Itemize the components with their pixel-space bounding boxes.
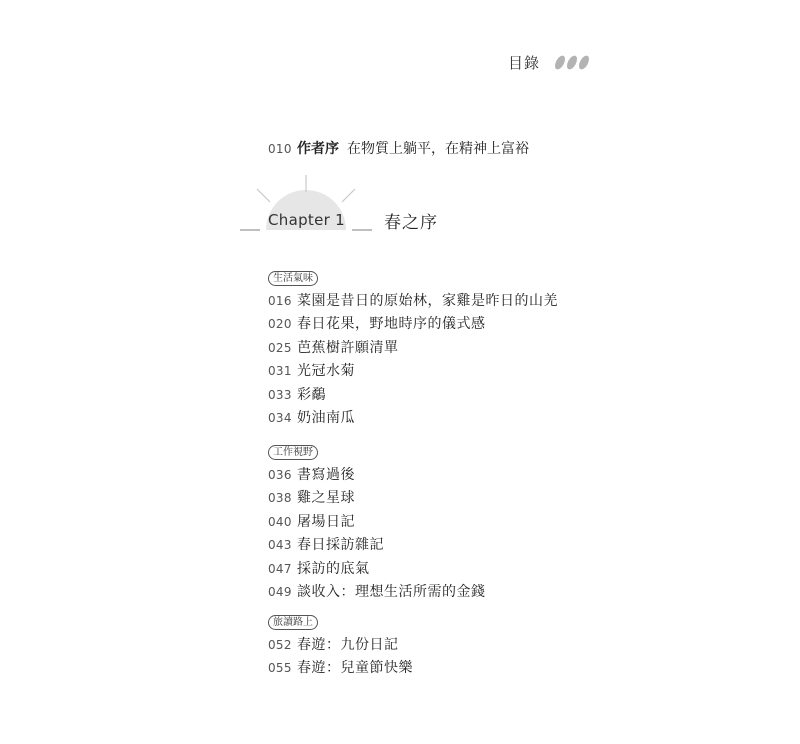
toc-entry[interactable]	[268, 558, 486, 581]
page-number: 055	[268, 661, 292, 676]
toc-entry[interactable]	[268, 337, 558, 360]
entry-title: 光冠水菊	[297, 363, 355, 380]
entry-title: 春遊：兒童節快樂	[297, 660, 413, 677]
page-number: 038	[268, 491, 292, 506]
toc-entry[interactable]	[268, 464, 486, 487]
preface-label: 作者序	[297, 141, 339, 157]
leaf-icon	[565, 54, 579, 71]
sun-icon	[236, 170, 496, 240]
toc-entry[interactable]	[268, 360, 558, 383]
toc-entry[interactable]	[268, 634, 413, 657]
chapter-title: 春之序	[384, 213, 438, 233]
toc-header	[508, 52, 588, 73]
page-number: 025	[268, 340, 292, 355]
page-number: 016	[268, 294, 292, 308]
toc-entry[interactable]	[268, 657, 413, 680]
section-life	[268, 266, 558, 430]
entry-title: 書寫過後	[297, 467, 355, 483]
page-number: 043	[268, 538, 292, 553]
entry-title: 雞之星球	[297, 490, 355, 507]
entry-title: 菜園是昔日的原始林，家雞是昨日的山羌	[297, 293, 558, 309]
page-number: 036	[268, 468, 292, 482]
entry-title: 芭蕉樹許願清單	[297, 339, 399, 356]
chapter-label: Chapter 1	[268, 211, 345, 229]
entry-title: 談收入：理想生活所需的金錢	[297, 583, 486, 600]
section-tag: 旅讀路上	[268, 615, 318, 630]
toc-entry[interactable]	[268, 313, 558, 336]
leaf-icon	[556, 55, 588, 70]
leaf-icon	[577, 54, 591, 71]
toc-entry[interactable]	[268, 581, 486, 604]
toc-entry[interactable]	[268, 487, 486, 510]
entry-title: 春日花果，野地時序的儀式感	[297, 316, 486, 333]
entry-title: 屠場日記	[297, 513, 355, 530]
page-number: 010	[268, 142, 292, 156]
preface-title: 在物質上躺平，在精神上富裕	[347, 141, 529, 157]
toc-entry[interactable]	[268, 534, 486, 557]
page-number: 020	[268, 317, 292, 332]
chapter-heading	[236, 170, 496, 240]
preface-entry[interactable]	[268, 138, 529, 158]
page-number: 040	[268, 514, 292, 529]
section-work	[268, 440, 486, 604]
entry-title: 採訪的底氣	[297, 560, 370, 577]
entry-title: 春遊：九份日記	[297, 637, 399, 653]
toc-entry[interactable]	[268, 290, 558, 313]
page-title: 目錄	[508, 54, 541, 72]
toc-entry[interactable]	[268, 511, 486, 534]
toc-entry[interactable]	[268, 407, 558, 430]
section-tag: 生活氣味	[268, 271, 318, 286]
section-tag: 工作視野	[268, 445, 318, 460]
page-number: 047	[268, 561, 292, 576]
entry-title: 彩鷸	[297, 386, 326, 403]
page-number: 052	[268, 638, 292, 652]
page-number: 049	[268, 584, 292, 599]
entry-title: 奶油南瓜	[297, 409, 355, 426]
page-number: 031	[268, 364, 292, 379]
leaf-icon	[553, 54, 567, 71]
page-number: 033	[268, 387, 292, 402]
section-travel	[268, 610, 413, 681]
entry-title: 春日採訪雜記	[297, 537, 384, 554]
page-number: 034	[268, 410, 292, 425]
toc-entry[interactable]	[268, 384, 558, 407]
